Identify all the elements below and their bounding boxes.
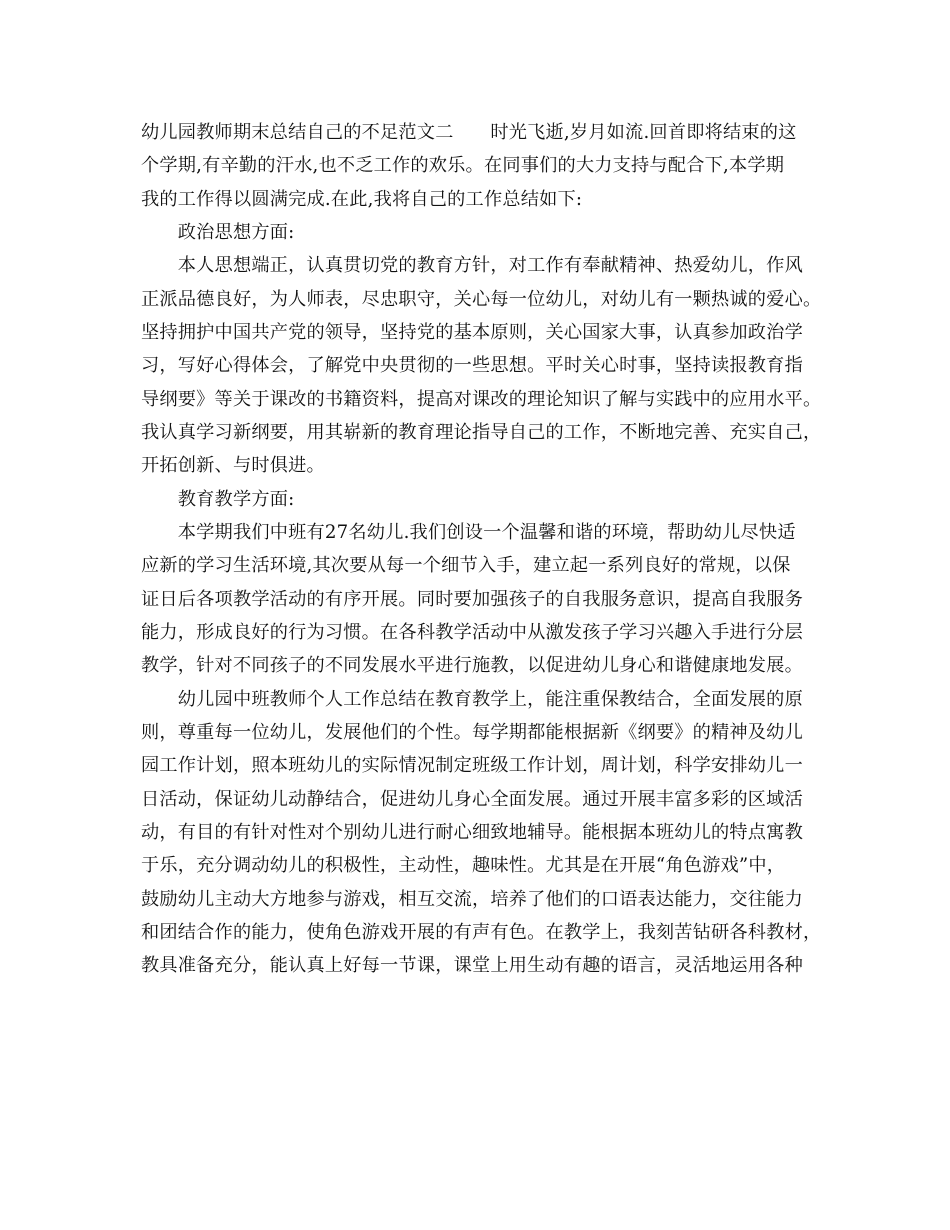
text-line: 能力，形成良好的行为习惯。在各科教学活动中从激发孩子学习兴趣入手进行分层 xyxy=(141,622,803,643)
text-line: 习，写好心得体会，了解党中央贯彻的一些思想。平时关心时事，坚持读报教育指 xyxy=(141,355,803,376)
text-line: 教学，针对不同孩子的不同发展水平进行施教，以促进幼儿身心和谐健康地发展。 xyxy=(141,655,803,676)
text-line: 日活动，保证幼儿动静结合，促进幼儿身心全面发展。通过开展丰富多彩的区域活 xyxy=(141,789,803,810)
text-line: 证日后各项教学活动的有序开展。同时要加强孩子的自我服务意识，提高自我服务 xyxy=(141,589,803,610)
text-line: 园工作计划，照本班幼儿的实际情况制定班级工作计划，周计划，科学安排幼儿一 xyxy=(141,755,803,776)
text-line: 应新的学习生活环境,其次要从每一个细节入手，建立起一系列良好的常规，以保 xyxy=(141,555,791,576)
text-line: 开拓创新、与时俱进。 xyxy=(141,455,325,476)
text-line: 鼓励幼儿主动大方地参与游戏，相互交流，培养了他们的口语表达能力，交往能力 xyxy=(141,889,803,910)
section-heading-teaching: 教育教学方面: xyxy=(141,489,295,510)
text-line: 导纲要》等关于课改的书籍资料，提高对课改的理论知识了解与实践中的应用水平。 xyxy=(141,389,822,410)
text-line: 正派品德良好，为人师表，尽忠职守，关心每一位幼儿，对幼儿有一颗热诚的爱心。 xyxy=(141,289,822,310)
text-line: 和团结合作的能力，使角色游戏开展的有声有色。在教学上，我刻苦钻研各科教材， xyxy=(141,922,822,943)
text-line: 坚持拥护中国共产党的领导，坚持党的基本原则，关心国家大事，认真参加政治学 xyxy=(141,322,803,343)
text-line: 幼儿园中班教师个人工作总结在教育教学上，能注重保教结合，全面发展的原 xyxy=(141,689,803,710)
text-line: 幼儿园教师期末总结自己的不足范文二 时光飞逝,岁月如流.回首即将结束的这 xyxy=(141,122,797,143)
text-line: 我的工作得以圆满完成.在此,我将自己的工作总结如下: xyxy=(141,189,583,210)
text-line: 于乐，充分调动幼儿的积极性，主动性，趣味性。尤其是在开展“角色游戏”中， xyxy=(141,855,786,876)
text-line: 我认真学习新纲要，用其崭新的教育理论指导自己的工作，不断地完善、充实自己， xyxy=(141,422,822,443)
text-line: 则，尊重每一位幼儿，发展他们的个性。每学期都能根据新《纲要》的精神及幼儿 xyxy=(141,722,803,743)
text-line: 动，有目的有针对性对个别幼儿进行耐心细致地辅导。能根据本班幼儿的特点寓教 xyxy=(141,822,803,843)
section-heading-politics: 政治思想方面: xyxy=(141,222,295,243)
text-line: 教具准备充分，能认真上好每一节课，课堂上用生动有趣的语言，灵活地运用各种 xyxy=(141,955,803,976)
text-line: 本人思想端正，认真贯切党的教育方针，对工作有奉献精神、热爱幼儿，作风 xyxy=(141,255,803,276)
text-line: 个学期,有辛勤的汗水,也不乏工作的欢乐。在同事们的大力支持与配合下,本学期 xyxy=(141,155,785,176)
text-line: 本学期我们中班有27名幼儿.我们创设一个温馨和谐的环境，帮助幼儿尽快适 xyxy=(141,522,796,543)
